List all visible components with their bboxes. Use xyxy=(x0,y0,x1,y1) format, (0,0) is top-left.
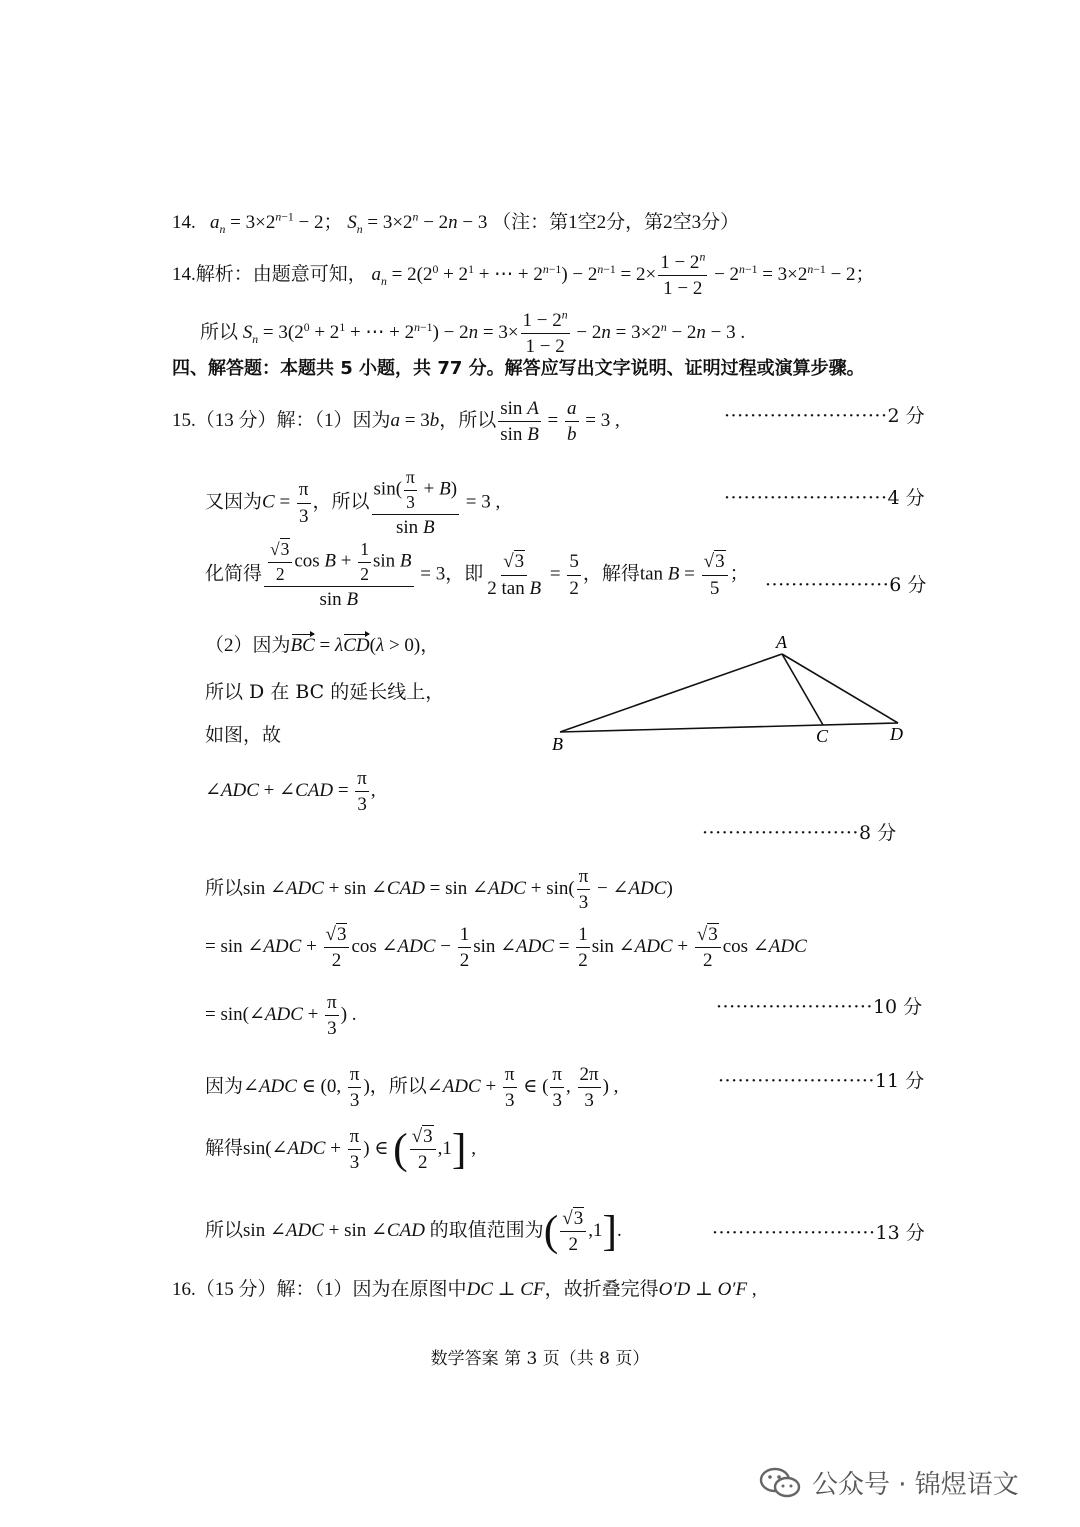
watermark-text: 公众号 · 锦煜语文 xyxy=(812,1470,1019,1500)
q16-line1: 16.（15 分）解：（1）因为在原图中DC ⊥ CF，故折叠完得O′D ⊥ O′F , xyxy=(172,1279,757,1300)
solution-14-line1: 14.解析：由题意可知， $a_n = 2(2^0 + 2^1$ + ⋯ + $2^{n-1}) - 2^{n-1} = 2\times$ $\frac{1 - 2^n}{1 - 2}$ − $2^{n-1} = 3\times 2^{n-1} - 2$； xyxy=(172,250,875,300)
score-2: ·························2 分 xyxy=(724,405,925,427)
segment-ab xyxy=(560,654,782,732)
q15-figure-text: 如图，故 xyxy=(205,724,282,746)
label-d: D xyxy=(890,724,903,744)
page-footer: 数学答案 第 3 页（共 8 页） xyxy=(430,1349,650,1369)
triangle-figure xyxy=(540,630,920,760)
segment-ac xyxy=(782,654,823,725)
answer-14: 14. $a_n = 3\times 2^{n-1} - 2$； $S_n = 3\times 2^n - 2n - 3$ （注：第1空2分，第2空3分） xyxy=(172,210,740,236)
section-heading: 四、解答题：本题共 5 小题，共 77 分。解答应写出文字说明、证明过程或演算步骤。 xyxy=(172,358,865,379)
score-10: ························10 分 xyxy=(716,996,923,1018)
score-4: ·························4 分 xyxy=(724,487,925,509)
wechat-icon xyxy=(758,1465,802,1501)
score-13: ·························13 分 xyxy=(712,1222,925,1244)
label-c: C xyxy=(816,726,829,746)
q15-line1: 15.（13 分）解：（1）因为a = 3b，所以 $\frac{\text{sin A}}{\text{sin B}}$ = $\frac{a}{b}$ = 3 , xyxy=(172,398,620,446)
question-number: 14. xyxy=(172,212,196,233)
q15-extension-text: 所以 D 在 BC 的延长线上， xyxy=(205,681,445,703)
score-11: ························11 分 xyxy=(718,1070,925,1092)
q15-sum-line2: = sin ∠ADC + $\frac{√3}{2}$ cos ∠ADC − $\frac{1}{2}$ sin ∠ADC = $\frac{1}{2}$ sin ∠ADC + $\frac{√3}{2}$ cos ∠ADC xyxy=(205,924,807,972)
score-6: ···················6 分 xyxy=(765,574,927,596)
scoring-note: （注：第1空2分，第2空3分） xyxy=(492,212,740,233)
q15-angle-sum: ∠ADC + ∠CAD = $\frac{\pi}{3}$ , xyxy=(205,768,376,816)
q15-part2: （2）因为BC = λCD(λ > 0)， xyxy=(205,635,440,656)
q15-range-line: 因为∠ADC ∈ (0, $\frac{\pi}{3}$ )，所以∠ADC + $\frac{\pi}{3}$ ∈ ( $\frac{\pi}{3}$ , $\frac{2\pi}{3}$ ) , xyxy=(205,1064,619,1112)
watermark xyxy=(758,1464,1019,1501)
q15-line3: 化简得 $\frac{√3}{2}$ cos B + $\frac{1}{2}$ sin B sin B = 3，即 $\frac{√3}{\text{2 tan B}}$ = $\frac{5}{2}$ ，解得tan B = $\frac{√3}{5}$ ； xyxy=(205,539,749,611)
label-b: B xyxy=(552,734,563,754)
q15-line2: 又因为C = $\frac{\pi}{3}$ ，所以 sin( $\frac{\pi}{3}$ + B) sin B = 3 , xyxy=(205,467,501,539)
segment-bd xyxy=(560,723,898,732)
q15-conclusion: 所以sin ∠ADC + sin ∠CAD 的取值范围为( $\frac{√3}{2}$ ,1]. xyxy=(205,1206,622,1256)
q15-sum-line1: 所以sin ∠ADC + sin ∠CAD = sin ∠ADC + sin( $\frac{\pi}{3}$ − ∠ADC) xyxy=(205,866,673,914)
q15-sum-line3: = sin(∠ADC + $\frac{\pi}{3}$ ) . xyxy=(205,992,357,1040)
label-a: A xyxy=(776,632,787,652)
segment-ad xyxy=(782,654,898,723)
solution-14-line2: 所以 $S_n = 3(2^0 + 2^1$ + ⋯ + $2^{n-1}) - 2n = 3\times$ $\frac{1 - 2^n}{1 - 2}$ − $2n = 3\times 2^n - 2n - 3$ . xyxy=(200,308,746,358)
q15-solved-line: 解得sin(∠ADC + $\frac{\pi}{3}$ ) ∈ ( $\frac{√3}{2}$ ,1] , xyxy=(205,1124,476,1174)
score-8: ························8 分 xyxy=(702,822,897,844)
